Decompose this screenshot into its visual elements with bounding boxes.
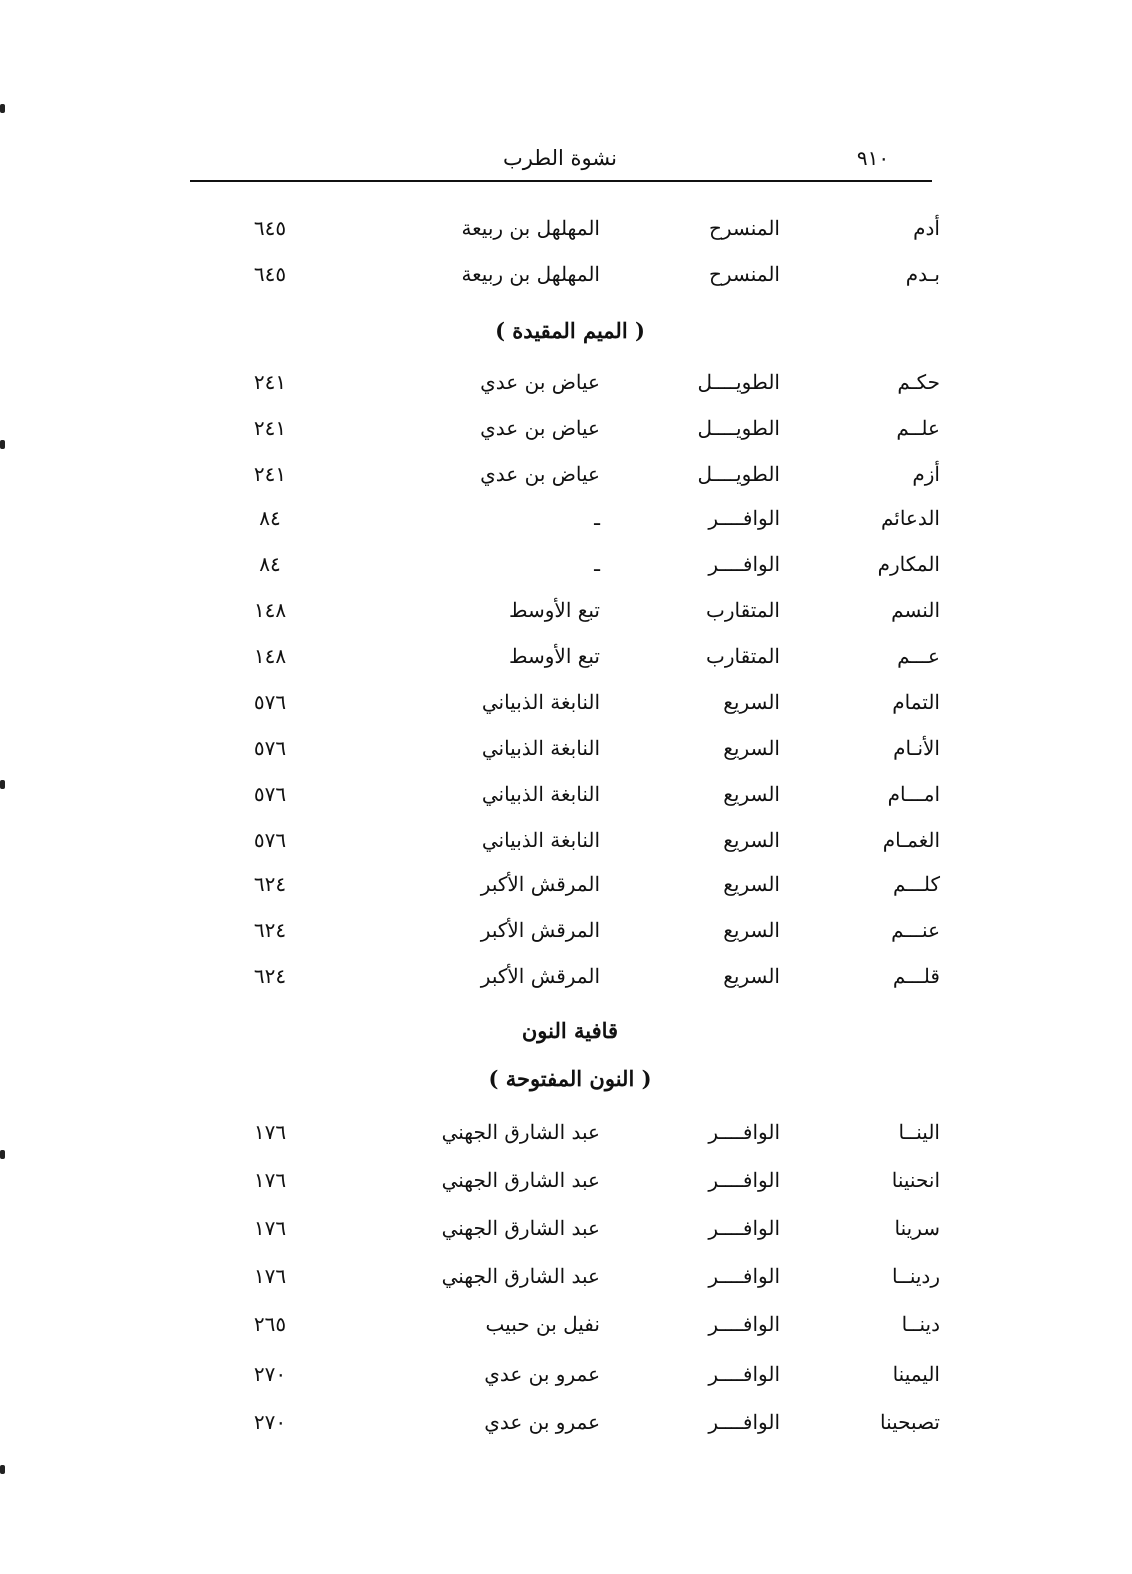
rhyme-word: عـــم — [897, 644, 940, 668]
rhyme-word: النسم — [891, 598, 940, 622]
index-row — [190, 1210, 940, 1250]
meter-name: الوافــــر — [708, 1410, 780, 1434]
index-row — [190, 1258, 940, 1298]
rhyme-word: الأنـام — [893, 736, 940, 760]
page-ref: ٦٤٥ — [253, 262, 287, 286]
rhyme-word: حكـم — [897, 370, 940, 394]
scan-speck — [0, 1150, 5, 1159]
poet-name: ـ — [594, 552, 600, 576]
page-ref: ١٧٦ — [253, 1264, 287, 1288]
poet-name: المرقش الأكبر — [480, 918, 600, 942]
index-row — [190, 866, 940, 906]
rhyme-word: أزم — [912, 462, 940, 486]
page-ref: ٦٤٥ — [253, 216, 287, 240]
rhyme-word: قلـــم — [892, 964, 940, 988]
poet-name: تبع الأوسط — [509, 644, 600, 668]
meter-name: السريع — [723, 736, 780, 760]
page-ref: ١٧٦ — [253, 1216, 287, 1240]
index-row — [190, 1356, 940, 1396]
meter-name: المنسرح — [708, 262, 780, 286]
index-row — [190, 256, 940, 296]
scan-speck — [0, 104, 5, 113]
rhyme-word: المكارم — [877, 552, 940, 576]
page-ref: ٢٦٥ — [253, 1312, 287, 1336]
rhyme-word: كلـــم — [892, 872, 940, 896]
page-ref: ٢٧٠ — [253, 1362, 287, 1386]
index-row — [190, 1114, 940, 1154]
rhyme-word: الدعائم — [880, 506, 940, 530]
rhyme-word: انحنينا — [891, 1168, 940, 1192]
rhyme-word: امـــام — [887, 782, 940, 806]
running-title: نشوة الطرب — [503, 146, 617, 170]
poet-name: عياض بن عدي — [480, 370, 600, 394]
meter-name: الوافــــر — [708, 1120, 780, 1144]
rhyme-word: أدم — [913, 216, 940, 240]
index-row — [190, 1162, 940, 1202]
rhyme-word: بـدم — [905, 262, 940, 286]
poet-name: تبع الأوسط — [509, 598, 600, 622]
meter-name: السريع — [723, 964, 780, 988]
poet-name: عمرو بن عدي — [484, 1362, 600, 1386]
page-ref: ٨٤ — [259, 552, 281, 576]
page-ref: ٥٧٦ — [253, 736, 287, 760]
rhyme-word: تصبحينا — [879, 1410, 940, 1434]
meter-name: الطويــــل — [697, 462, 780, 486]
page-ref: ١٧٦ — [253, 1120, 287, 1144]
index-row — [190, 822, 940, 862]
index-row — [190, 592, 940, 632]
page-ref: ١٧٦ — [253, 1168, 287, 1192]
meter-name: الوافــــر — [708, 1168, 780, 1192]
poet-name: نفيل بن حبيب — [485, 1312, 600, 1336]
index-row — [190, 912, 940, 952]
page-ref: ٦٢٤ — [253, 964, 287, 988]
page-ref: ٥٧٦ — [253, 690, 287, 714]
meter-name: الوافــــر — [708, 1362, 780, 1386]
meter-name: السريع — [723, 828, 780, 852]
index-row — [190, 958, 940, 998]
poet-name: المرقش الأكبر — [480, 872, 600, 896]
meter-name: الطويــــل — [697, 416, 780, 440]
rhyme-word: دينــا — [901, 1312, 940, 1336]
meter-name: السريع — [723, 918, 780, 942]
rhyme-word: اليمينا — [892, 1362, 940, 1386]
poet-name: النابغة الذبياني — [481, 782, 600, 806]
index-row — [190, 730, 940, 770]
page-ref: ٥٧٦ — [253, 828, 287, 852]
index-row — [190, 210, 940, 250]
poet-name: النابغة الذبياني — [481, 828, 600, 852]
scan-speck — [0, 780, 5, 789]
poet-name: عياض بن عدي — [480, 462, 600, 486]
poet-name: المهلهل بن ربيعة — [461, 216, 600, 240]
page-ref: ٦٢٤ — [253, 872, 287, 896]
poet-name: ـ — [594, 506, 600, 530]
rhyme-word: عنـــم — [891, 918, 940, 942]
page-ref: ٥٧٦ — [253, 782, 287, 806]
meter-name: الوافــــر — [708, 506, 780, 530]
meter-name: المنسرح — [708, 216, 780, 240]
rhyme-word: علــم — [896, 416, 940, 440]
index-row — [190, 410, 940, 450]
index-row — [190, 500, 940, 540]
poet-name: عبد الشارق الجهني — [441, 1168, 600, 1192]
index-row — [190, 456, 940, 496]
meter-name: المتقارب — [706, 644, 780, 668]
page-ref: ١٤٨ — [253, 644, 287, 668]
page-number: ٩١٠ — [856, 146, 890, 170]
section-heading: ( النون المفتوحة ) — [488, 1066, 652, 1091]
poet-name: عياض بن عدي — [480, 416, 600, 440]
poet-name: عبد الشارق الجهني — [441, 1216, 600, 1240]
rhyme-word: الينــا — [898, 1120, 940, 1144]
poet-name: عبد الشارق الجهني — [441, 1120, 600, 1144]
header-rule — [190, 180, 932, 182]
meter-name: المتقارب — [706, 598, 780, 622]
index-row — [190, 776, 940, 816]
poet-name: النابغة الذبياني — [481, 736, 600, 760]
meter-name: السريع — [723, 690, 780, 714]
page-ref: ٢٧٠ — [253, 1410, 287, 1434]
index-row — [190, 1306, 940, 1346]
index-row — [190, 364, 940, 404]
poet-name: عمرو بن عدي — [484, 1410, 600, 1434]
section-heading: ( الميم المقيدة ) — [495, 318, 645, 343]
rhyme-word: التمام — [892, 690, 940, 714]
page-ref: ٢٤١ — [253, 370, 287, 394]
index-row — [190, 684, 940, 724]
index-row — [190, 638, 940, 678]
poet-name: النابغة الذبياني — [481, 690, 600, 714]
rhyme-word: سرينا — [894, 1216, 940, 1240]
page-ref: ٢٤١ — [253, 462, 287, 486]
index-row — [190, 546, 940, 586]
page-ref: ٦٢٤ — [253, 918, 287, 942]
scan-speck — [0, 1465, 5, 1474]
poet-name: عبد الشارق الجهني — [441, 1264, 600, 1288]
page-ref: ١٤٨ — [253, 598, 287, 622]
meter-name: السريع — [723, 872, 780, 896]
page-ref: ٢٤١ — [253, 416, 287, 440]
scan-speck — [0, 440, 5, 449]
meter-name: الوافــــر — [708, 1312, 780, 1336]
poet-name: المرقش الأكبر — [480, 964, 600, 988]
meter-name: الوافــــر — [708, 552, 780, 576]
rhyme-word: الغمـام — [882, 828, 940, 852]
meter-name: الوافــــر — [708, 1264, 780, 1288]
poet-name: المهلهل بن ربيعة — [461, 262, 600, 286]
index-row — [190, 1404, 940, 1444]
rhyme-word: ردينــا — [892, 1264, 940, 1288]
page-ref: ٨٤ — [259, 506, 281, 530]
section-heading: قافية النون — [521, 1018, 619, 1043]
meter-name: السريع — [723, 782, 780, 806]
meter-name: الطويــــل — [697, 370, 780, 394]
meter-name: الوافــــر — [708, 1216, 780, 1240]
